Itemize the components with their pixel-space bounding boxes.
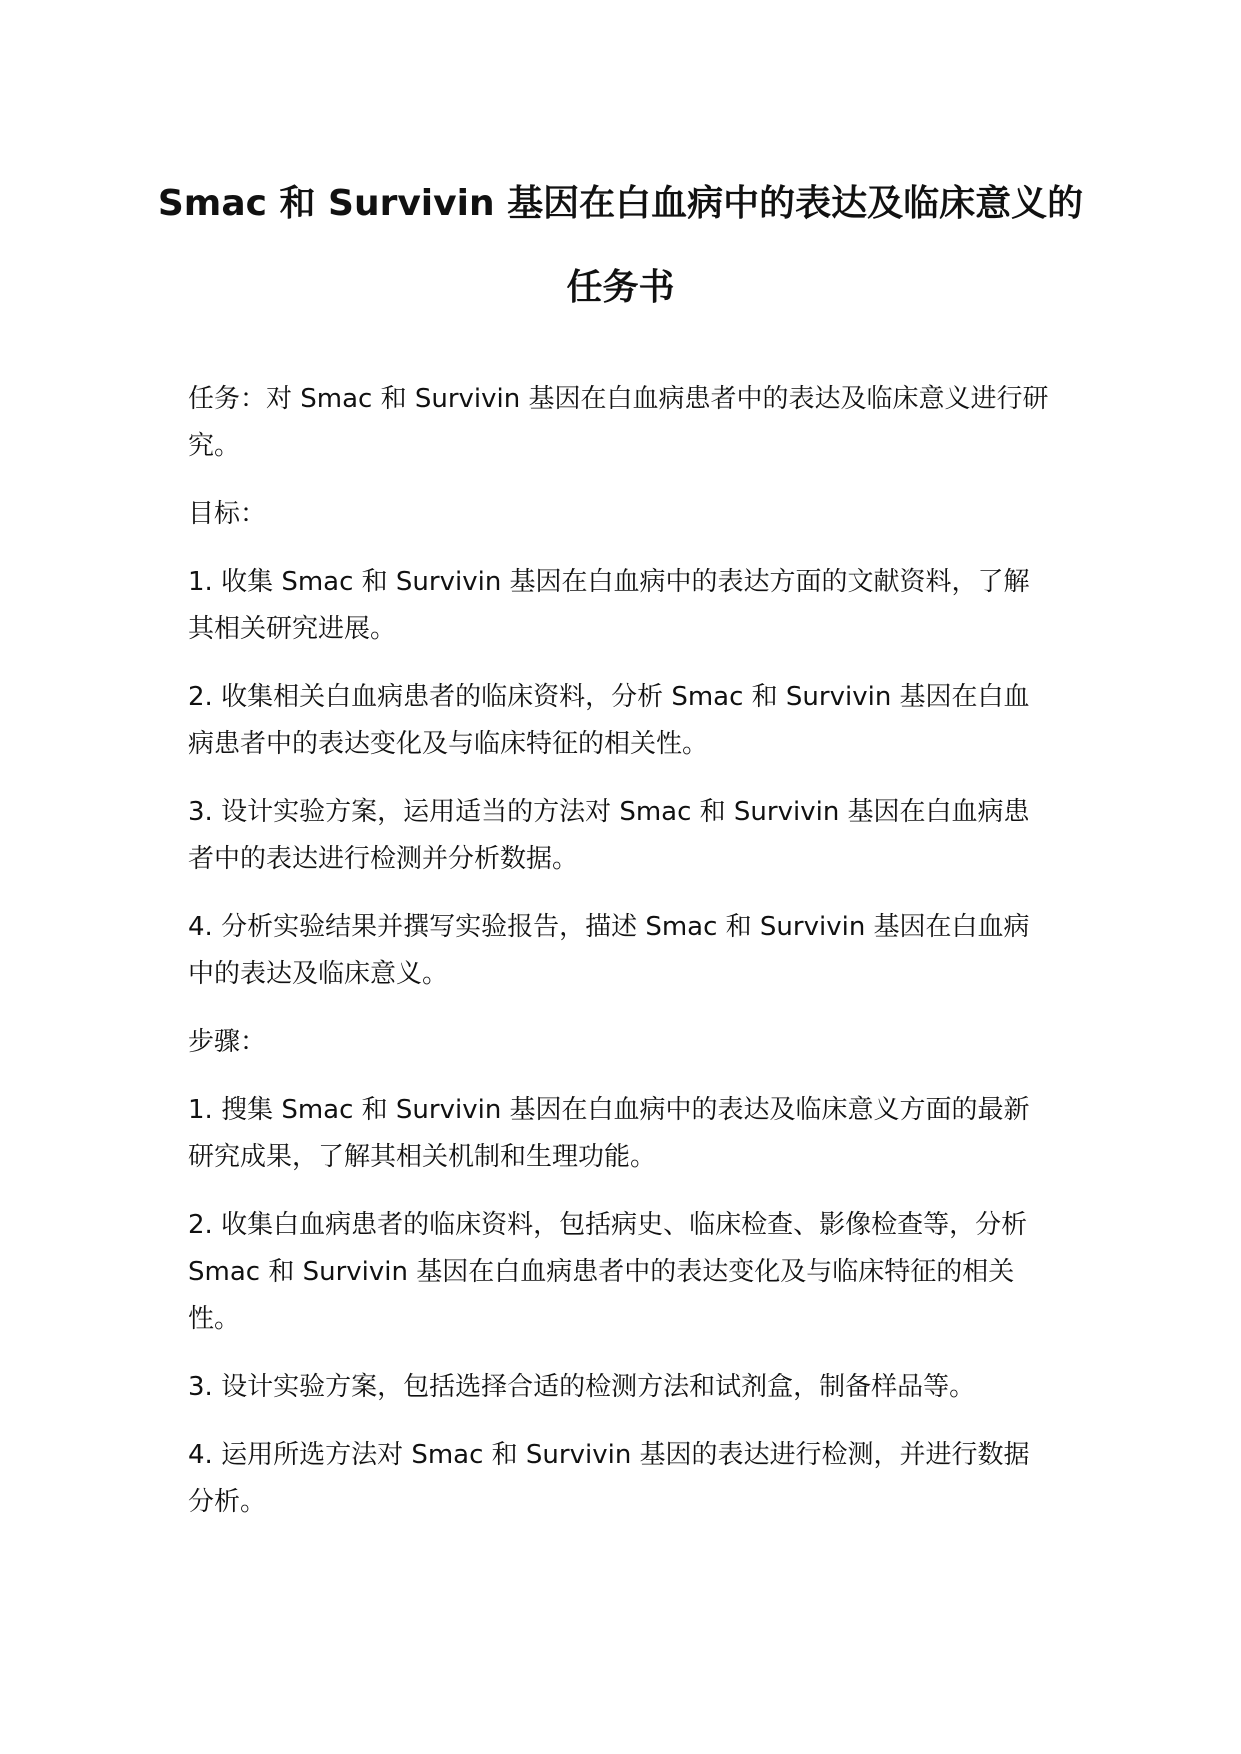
task-paragraph: 任务：对 Smac 和 Survivin 基因在白血病患者中的表达及临床意义进行研究。 — [188, 384, 1049, 461]
steps-heading: 步骤： — [188, 1027, 267, 1057]
step-item-3: 3. 设计实验方案，包括选择合适的检测方法和试剂盒，制备样品等。 — [188, 1372, 976, 1402]
document-title: Smac 和 Survivin 基因在白血病中的表达及临床意义的任务书 — [157, 183, 1084, 308]
goal-item-1: 1. 收集 Smac 和 Survivin 基因在白血病中的表达方面的文献资料，了解其相关研究进展。 — [188, 567, 1030, 644]
step-item-4: 4. 运用所选方法对 Smac 和 Survivin 基因的表达进行检测，并进行数据分析。 — [188, 1440, 1030, 1517]
document-body — [188, 376, 1053, 1547]
goal-item-4: 4. 分析实验结果并撰写实验报告，描述 Smac 和 Survivin 基因在白血病中的表达及临床意义。 — [188, 912, 1030, 989]
goals-heading: 目标： — [188, 499, 267, 529]
goal-item-2: 2. 收集相关白血病患者的临床资料，分析 Smac 和 Survivin 基因在白血病患者中的表达变化及与临床特征的相关性。 — [188, 682, 1030, 759]
goal-item-3: 3. 设计实验方案，运用适当的方法对 Smac 和 Survivin 基因在白血病患者中的表达进行检测并分析数据。 — [188, 797, 1030, 874]
step-item-1: 1. 搜集 Smac 和 Survivin 基因在白血病中的表达及临床意义方面的最新研究成果，了解其相关机制和生理功能。 — [188, 1095, 1030, 1172]
step-item-2: 2. 收集白血病患者的临床资料，包括病史、临床检查、影像检查等，分析 Smac 和 Survivin 基因在白血病患者中的表达变化及与临床特征的相关性。 — [188, 1210, 1028, 1334]
